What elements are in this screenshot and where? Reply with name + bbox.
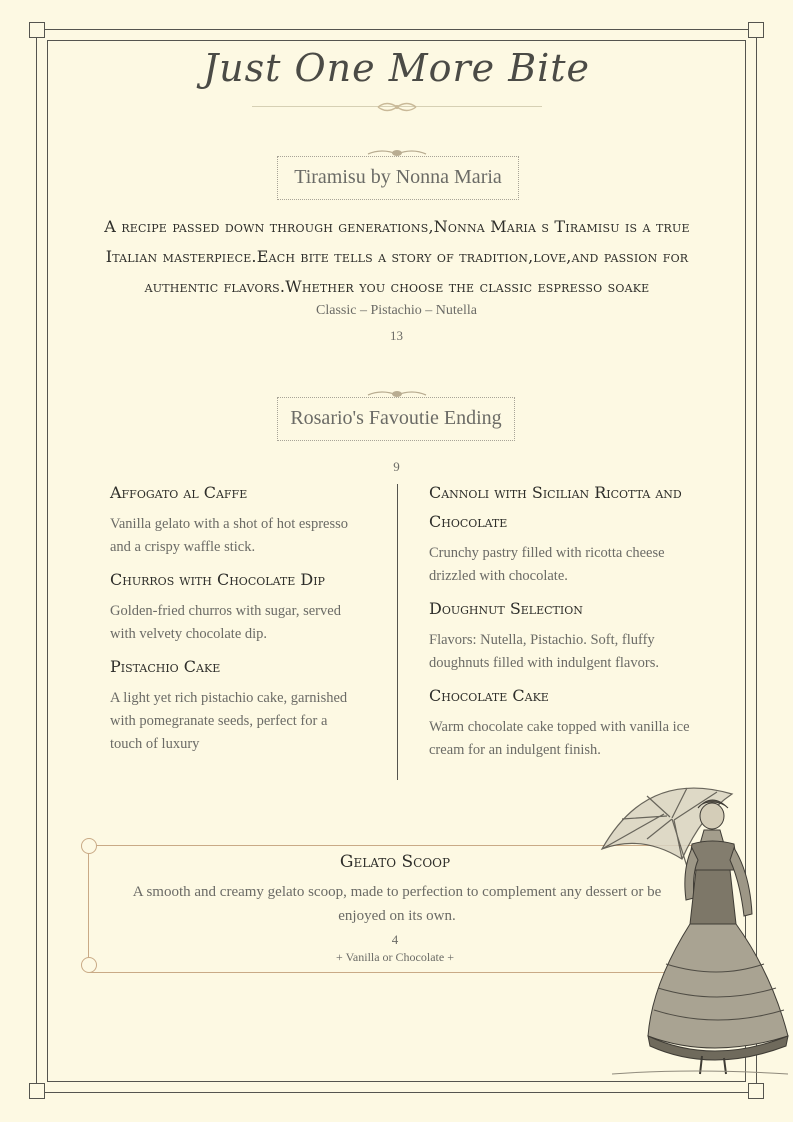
gelato-name: Gelato Scoop <box>339 852 451 872</box>
gelato-price: 4 <box>391 932 399 947</box>
menu-item-desc: A light yet rich pistachio cake, garnished with pomegranate seeds, perfect for a touch of luxury <box>110 690 348 752</box>
tiramisu-price: 13 <box>390 328 403 343</box>
gelato-flavors: + Vanilla or Chocolate + <box>336 950 454 964</box>
menu-item-name: Churros with Chocolate Dip <box>110 570 325 589</box>
menu-item-name: Affogato al Caffe <box>110 483 248 502</box>
menu-title: Just One More Bite <box>202 46 591 90</box>
menu-item-desc: Golden-fried churros with sugar, served with velvety chocolate dip. <box>110 603 341 642</box>
section-title: Rosario's Favoutie Ending <box>290 407 502 429</box>
frame-corner-bottom-left <box>29 1083 45 1099</box>
section-title: Tiramisu by Nonna Maria <box>294 166 502 188</box>
menu-column-right <box>429 478 699 768</box>
victorian-lady-illustration-icon <box>592 774 792 1084</box>
section-heading-rosario <box>277 397 515 441</box>
flourish-icon <box>366 389 428 399</box>
flourish-icon <box>376 100 418 114</box>
menu-item-name: Doughnut Selection <box>429 599 583 618</box>
menu-item-desc: Vanilla gelato with a shot of hot espresso and a crispy waffle stick. <box>110 516 348 555</box>
gelato-description: A smooth and creamy gelato scoop, made to perfection to complement any dessert or be enjoyed on its own. <box>132 884 662 924</box>
menu-item-name: Cannoli with Sicilian Ricotta and Chocolate <box>429 483 682 531</box>
frame-corner-bottom-right <box>748 1083 764 1099</box>
tiramisu-variants: Classic – Pistachio – Nutella <box>316 303 477 318</box>
rosario-price: 9 <box>393 459 400 474</box>
menu-item-name: Chocolate Cake <box>429 686 549 705</box>
menu-item-desc: Crunchy pastry filled with ricotta cheese drizzled with chocolate. <box>429 545 665 584</box>
column-divider <box>397 484 398 780</box>
frame-corner-top-right <box>748 22 764 38</box>
flourish-icon <box>366 148 428 158</box>
menu-item-desc: Warm chocolate cake topped with vanilla ice cream for an indulgent finish. <box>429 719 690 758</box>
section-heading-tiramisu <box>277 156 519 200</box>
menu-column-left <box>110 478 355 762</box>
tiramisu-description: A recipe passed down through generations,Nonna Maria s Tiramisu is a true Italian masterpiece.Each bite tells a story of tradition,love,and passion for authentic flavors.Whether you choose the classic espresso soake <box>104 217 690 296</box>
menu-item-name: Pistachio Cake <box>110 657 221 676</box>
menu-item-desc: Flavors: Nutella, Pistachio. Soft, fluffy doughnuts filled with indulgent flavors. <box>429 632 659 671</box>
frame-corner-top-left <box>29 22 45 38</box>
